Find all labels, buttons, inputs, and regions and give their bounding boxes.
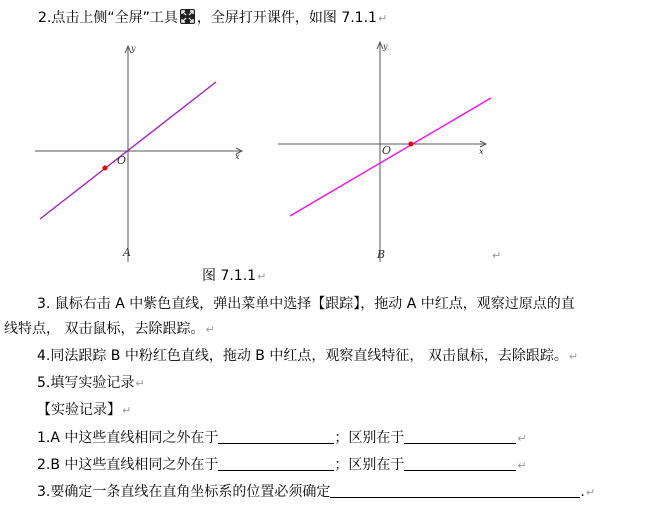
graph-b-label: B [377, 248, 386, 261]
q1-answer-blank-2[interactable] [404, 429, 516, 444]
step3-line2: 线特点， 双击鼠标，去除跟踪。↵ [4, 321, 215, 337]
return-mark-icon: ↵ [377, 12, 388, 25]
graph-b [270, 38, 500, 268]
step4-line: 4.同法跟踪 B 中粉红色直线，拖动 B 中红点，观察直线特征， 双击鼠标，去除跟踪。↵ [37, 348, 579, 364]
q3-answer-blank[interactable] [330, 483, 580, 498]
return-mark-icon: ↵ [492, 249, 502, 262]
graph-a-origin-label: O [117, 154, 127, 167]
q1-answer-blank-1[interactable] [218, 429, 334, 444]
graph-b-y-label: y [383, 42, 388, 51]
step2-prefix: 2.点击上侧“全屏”工具 [38, 10, 178, 26]
graph-a [30, 38, 260, 268]
return-mark-icon: ↵ [585, 486, 596, 499]
return-mark-icon: ↵ [135, 377, 145, 390]
step2-suffix: ，全屏打开课件，如图 7.1.1 [196, 10, 377, 26]
figure-caption: 图 7.1.1↵ [202, 268, 267, 284]
question-1: 1.A 中这些直线相同之外在于 ；区别在于 ↵ [37, 430, 527, 446]
graph-a-y-label: y [131, 44, 136, 53]
graph-b-pink-line [290, 98, 491, 216]
return-mark-icon: ↵ [122, 404, 132, 417]
return-mark-icon: ↵ [517, 432, 527, 445]
q2-answer-blank-1[interactable] [218, 456, 334, 471]
step2-line [38, 9, 387, 28]
return-mark-icon: ↵ [257, 270, 267, 283]
return-mark-icon: ↵ [517, 459, 527, 472]
return-mark-icon: ↵ [568, 350, 579, 363]
graph-a-red-point [103, 166, 108, 171]
record-heading: 【实验记录】↵ [37, 402, 132, 418]
q2-answer-blank-2[interactable] [404, 456, 516, 471]
graph-a-label: A [123, 246, 131, 259]
graph-a-x-label: x [235, 152, 240, 161]
step3-line1: 3. 鼠标右击 A 中紫色直线，弹出菜单中选择【跟踪】，拖动 A 中红点，观察过原点的直 [37, 296, 575, 312]
return-mark-icon: ↵ [205, 323, 215, 336]
fullscreen-icon [180, 9, 195, 24]
step5-line: 5.填写实验记录↵ [37, 375, 145, 391]
graph-b-x-label: x [479, 147, 484, 156]
graph-b-origin-label: O [382, 144, 392, 157]
graph-b-red-point [409, 142, 414, 147]
question-3: 3.要确定一条直线在直角坐标系的位置必须确定 .↵ [37, 484, 596, 500]
question-2: 2.B 中这些直线相同之外在于 ；区别在于 ↵ [37, 457, 527, 473]
